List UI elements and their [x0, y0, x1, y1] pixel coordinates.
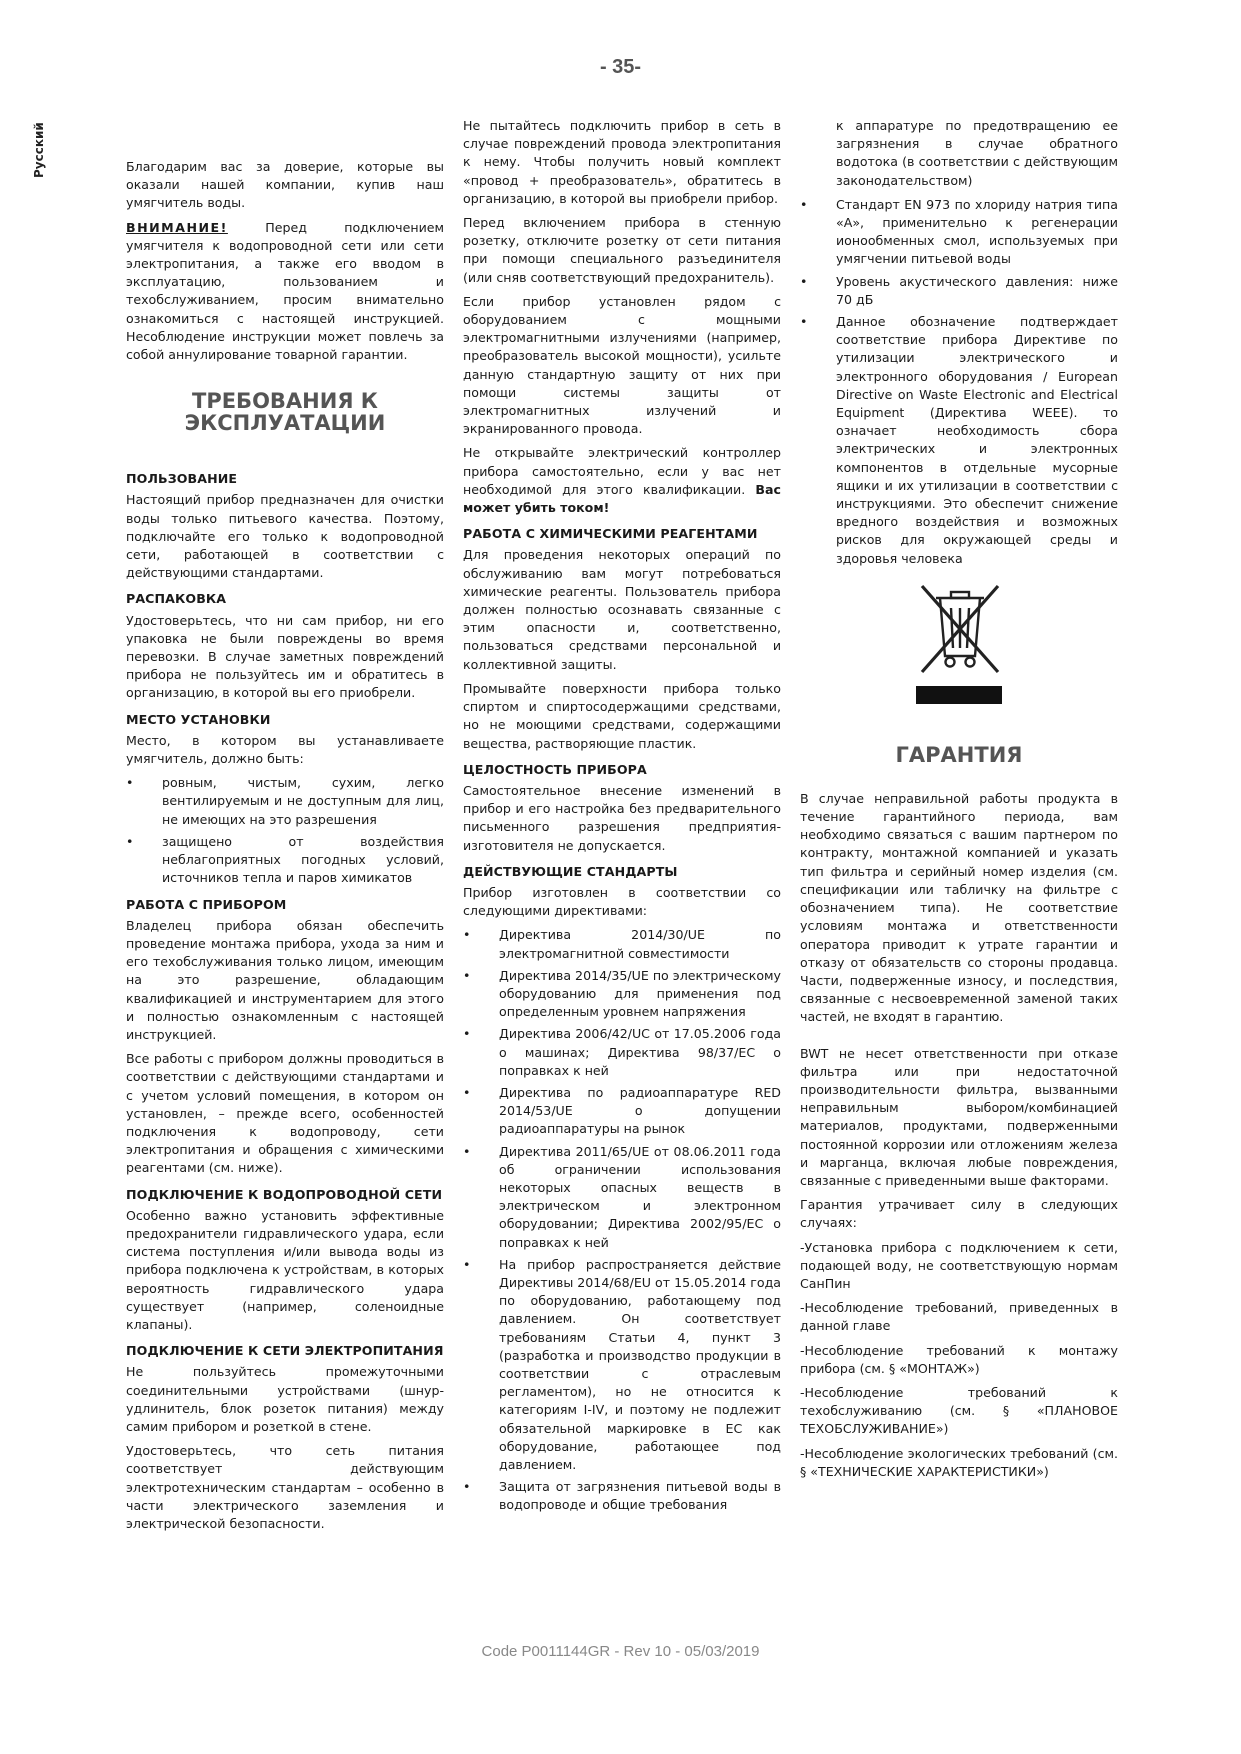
installation-place-list: [126, 774, 444, 887]
list-item: • Защита от загрязнения питьевой воды в водопроводе и общие требования: [463, 1478, 781, 1514]
paragraph-socket: Перед включением прибора в стенную розетку, отключите розетку от сети питания при помощи специального разъединителя (или сняв соответствующий предохранитель).: [463, 215, 781, 285]
paragraph-warranty-1: В случае неправильной работы продукта в течение гарантийного периода, вам необходимо связаться с вашим партнером по контракту, монтажной компанией и указать тип фильтра и серийный номер изделия (см. спецификации или табличку на фильтре с обозначением типа). Не соответствие условиям монтажа и ответственности оператора приводит к утрате гарантии и отказу от обязательств со стороны продавца. Части, подверженные износу, и последствия, связанные с несвоевременной заменой таких частей, не входят в гарантию.: [800, 790, 1118, 1025]
paragraph-power-1: Не пользуйтесь промежуточными соединительными устройствами (шнур-удлинитель, блок розеток питания) между самим прибором и розеткой в стене.: [126, 1364, 444, 1434]
paragraph-warranty-3: Гарантия утрачивает силу в следующих случаях:: [800, 1197, 1118, 1231]
footer-code: Code P0011144GR - Rev 10 - 05/03/2019: [481, 1643, 760, 1660]
intro-paragraph: Благодарим вас за доверие, которые вы оказали нашей компании, купив наш умягчитель воды.: [126, 159, 444, 211]
list-item: • На прибор распространяется действие Директивы 2014/68/EU от 15.05.2014 года по оборудованию, работающему под давлением. Он соответствует требованиям Статьи 4, пункт 3 (разработка и производство продукции в соответствии с отраслевым регламентом), но не относится к категориям I-IV, и поэтому не подлежит обязательной маркировке в ЕС как оборудование, работающее под давлением.: [463, 1256, 781, 1474]
paragraph-unpacking: Удостоверьтесь, что ни сам прибор, ни его упаковка не были повреждены во время перевозки. В случае заметных повреждений прибора не пользуйтесь им и обратитесь в организацию, в которой вы его приобрели.: [126, 612, 444, 701]
section-title-warranty: ГАРАНТИЯ: [895, 742, 1023, 767]
paragraph-standards: Прибор изготовлен в соответствии со следующими директивами:: [463, 884, 781, 919]
heading-use: ПОЛЬЗОВАНИЕ: [126, 471, 238, 487]
paragraph-power-2: Удостоверьтесь, что сеть питания соответствует действующим электротехническим стандартам – особенно в части электрического заземления и электрической безопасности.: [126, 1443, 444, 1531]
standards-list-continued: [800, 196, 1118, 568]
list-item: • Директива по радиоаппаратуре RED 2014/53/UE о допущении радиоаппаратуры на рынок: [463, 1084, 781, 1139]
paragraph-installation-place: Место, в котором вы устанавливаете умягчитель, должно быть:: [126, 732, 444, 767]
heading-unpacking: РАСПАКОВКА: [126, 591, 227, 607]
paragraph-chemicals-2: Промывайте поверхности прибора только спиртом и спиртосодержащими средствами, но не моющими средствами, содержащими вещества, растворяющие пластик.: [463, 680, 781, 751]
paragraph-warranty-4: -Установка прибора с подключением к сети, подающей воду, не соответствующую нормам СанПин: [800, 1239, 1118, 1291]
heading-standards: ДЕЙСТВУЮЩИЕ СТАНДАРТЫ: [463, 863, 678, 879]
list-item: • Директива 2014/30/UE по электромагнитной совместимости: [463, 926, 781, 962]
paragraph-work-1: Владелец прибора обязан обеспечить проведение монтажа прибора, ухода за ним и его техобслуживания только лицом, имеющим на это разрешение, обладающим квалификацией и инструментарием для этого и полностью ознакомленным с настоящей инструкцией.: [126, 917, 444, 1042]
paragraph-warranty-7: -Несоблюдение требований к техобслуживанию (см. § «ПЛАНОВОЕ ТЕХОБСЛУЖИВАНИЕ»): [800, 1384, 1118, 1437]
list-item: • Директива 2014/35/UE по электрическому оборудованию для применения под определенным уровнем напряжения: [463, 967, 781, 1022]
weee-crossed-bin-icon: [904, 582, 1014, 704]
paragraph-water-connection: Особенно важно установить эффективные предохранители гидравлического удара, если система поступления и/или вывода воды из прибора подключена к устройствам, в которых вероятность гидравлического удара существует (например, соленоидные клапаны).: [126, 1207, 444, 1332]
paragraph-work-2: Все работы с прибором должны проводиться в соответствии с действующими стандартами и с учетом условий помещения, в котором он установлен, – прежде всего, особенностей подключения к водопроводу, сети электропитания и обращения с химическими реагентами (см. ниже).: [126, 1051, 444, 1176]
paragraph-use: Настоящий прибор предназначен для очистки воды только питьевого качества. Поэтому, подключайте его только к водопроводной сети, работающей в соответствии с действующими стандартами.: [126, 492, 444, 581]
paragraph-power-cable: Не пытайтесь подключить прибор в сеть в случае повреждений провода электропитания к нему. Чтобы получить новый комплект «провод + преобразователь», обратитесь в организацию, в которой вы приобрели прибор.: [463, 118, 781, 206]
paragraph-warranty-5: -Несоблюдение требований, приведенных в данной главе: [800, 1300, 1118, 1334]
standards-list: [463, 926, 781, 1514]
list-item: • Директива 2011/65/UE от 08.06.2011 года об ограничении использования некоторых опасных веществ в электрическом и электронном оборудовании; Директива 2002/95/EC о поправках к ней: [463, 1143, 781, 1252]
list-item: • Стандарт EN 973 по хлориду натрия типа «А», применительно к регенерации ионообменных смол, используемых при умягчении питьевой воды: [800, 196, 1118, 269]
list-item: • Данное обозначение подтверждает соответствие прибора Директиве по утилизации электрического и электронного оборудования / European Directive on Waste Electronic and Electrical Equipment (Директива WEEE). то означает необходимость сбора электрических и электронных компонентов в отдельные мусорные ящики и их утилизации в соответствии с инструкциями. Это обеспечит снижение вредного воздействия и возможных рисков для окружающей среды и здоровья человека: [800, 313, 1118, 568]
heading-chemicals: РАБОТА С ХИМИЧЕСКИМИ РЕАГЕНТАМИ: [463, 526, 758, 542]
heading-integrity: ЦЕЛОСТНОСТЬ ПРИБОРА: [463, 761, 647, 777]
heading-installation-place: МЕСТО УСТАНОВКИ: [126, 711, 271, 727]
heading-water-connection: ПОДКЛЮЧЕНИЕ К ВОДОПРОВОДНОЙ СЕТИ: [126, 1186, 443, 1202]
column-right: [800, 117, 1118, 1487]
language-tab: Русский: [32, 122, 46, 178]
warning-label: ВНИМАНИЕ!: [126, 219, 228, 235]
paragraph-warranty-6: -Несоблюдение требований к монтажу прибора (см. § «МОНТАЖ»): [800, 1342, 1118, 1376]
column-middle: [463, 117, 781, 1521]
paragraph-warranty-8: -Несоблюдение экологических требований (см. § «ТЕХНИЧЕСКИЕ ХАРАКТЕРИСТИКИ»): [800, 1445, 1118, 1479]
list-item: • ровным, чистым, сухим, легко вентилируемым и не доступным для лиц, не имеющих на это разрешения: [126, 774, 444, 829]
paragraph-integrity: Самостоятельное внесение изменений в прибор и его настройка без предварительного письменного разрешения предприятия-изготовителя не допускается.: [463, 782, 781, 853]
paragraph-emi: Если прибор установлен рядом с оборудованием с мощными электромагнитными излучениями (например, преобразователь высокой мощности), усильте данную стандартную защиту от них при помощи системы защиты от электромагнитных излучений и экранированного провода.: [463, 293, 781, 437]
paragraph-controller: [463, 444, 781, 517]
column-left: [126, 158, 444, 1539]
shock-warning: Вас может убить током!: [463, 481, 781, 516]
page-number: - 35-: [599, 56, 642, 78]
controller-text: Не открывайте электрический контроллер прибора самостоятельно, если у вас нет необходимой для этого квалификации.: [463, 445, 781, 497]
list-item: • Уровень акустического давления: ниже 70 дБ: [800, 273, 1118, 309]
standards-continuation: к аппаратуре по предотвращению ее загрязнения в случае обратного водотока (в соответствии с действующим законодательством): [836, 118, 1118, 188]
list-item: • защищено от воздействия неблагоприятных погодных условий, источников тепла и паров химикатов: [126, 833, 444, 888]
list-item: • Директива 2006/42/UC от 17.05.2006 года о машинах; Директива 98/37/EC о поправках к ней: [463, 1025, 781, 1080]
warning-paragraph: [126, 219, 444, 365]
paragraph-warranty-2: BWT не несет ответственности при отказе фильтра или при недостаточной производительности фильтра, вызванными неправильным выбором/комбинацией материалов, продуктами, подверженными постоянной коррозии или отложениям железа и марганца, включая любые повреждения, связанные с приведенными выше факторами.: [800, 1045, 1118, 1188]
section-title-requirements: ТРЕБОВАНИЯ К ЭКСПЛУАТАЦИИ: [184, 389, 386, 436]
heading-power-connection: ПОДКЛЮЧЕНИЕ К СЕТИ ЭЛЕКТРОПИТАНИЯ: [126, 1343, 444, 1359]
heading-work: РАБОТА С ПРИБОРОМ: [126, 896, 287, 912]
paragraph-chemicals-1: Для проведения некоторых операций по обслуживанию вам могут потребоваться химические реагенты. Пользователь прибора должен полностью осознавать связанные с этим опасности и, соответственно, пользоваться средствами персональной и коллективной защиты.: [463, 547, 781, 672]
warning-text: Перед подключением умягчителя к водопроводной сети или сети электропитания, а также его вводом в эксплуатацию, пользованием и техобслуживанием, просим внимательно ознакомиться с настоящей инструкцией. Несоблюдение инструкции может повлечь за собой аннулирование товарной гарантии.: [126, 219, 444, 363]
